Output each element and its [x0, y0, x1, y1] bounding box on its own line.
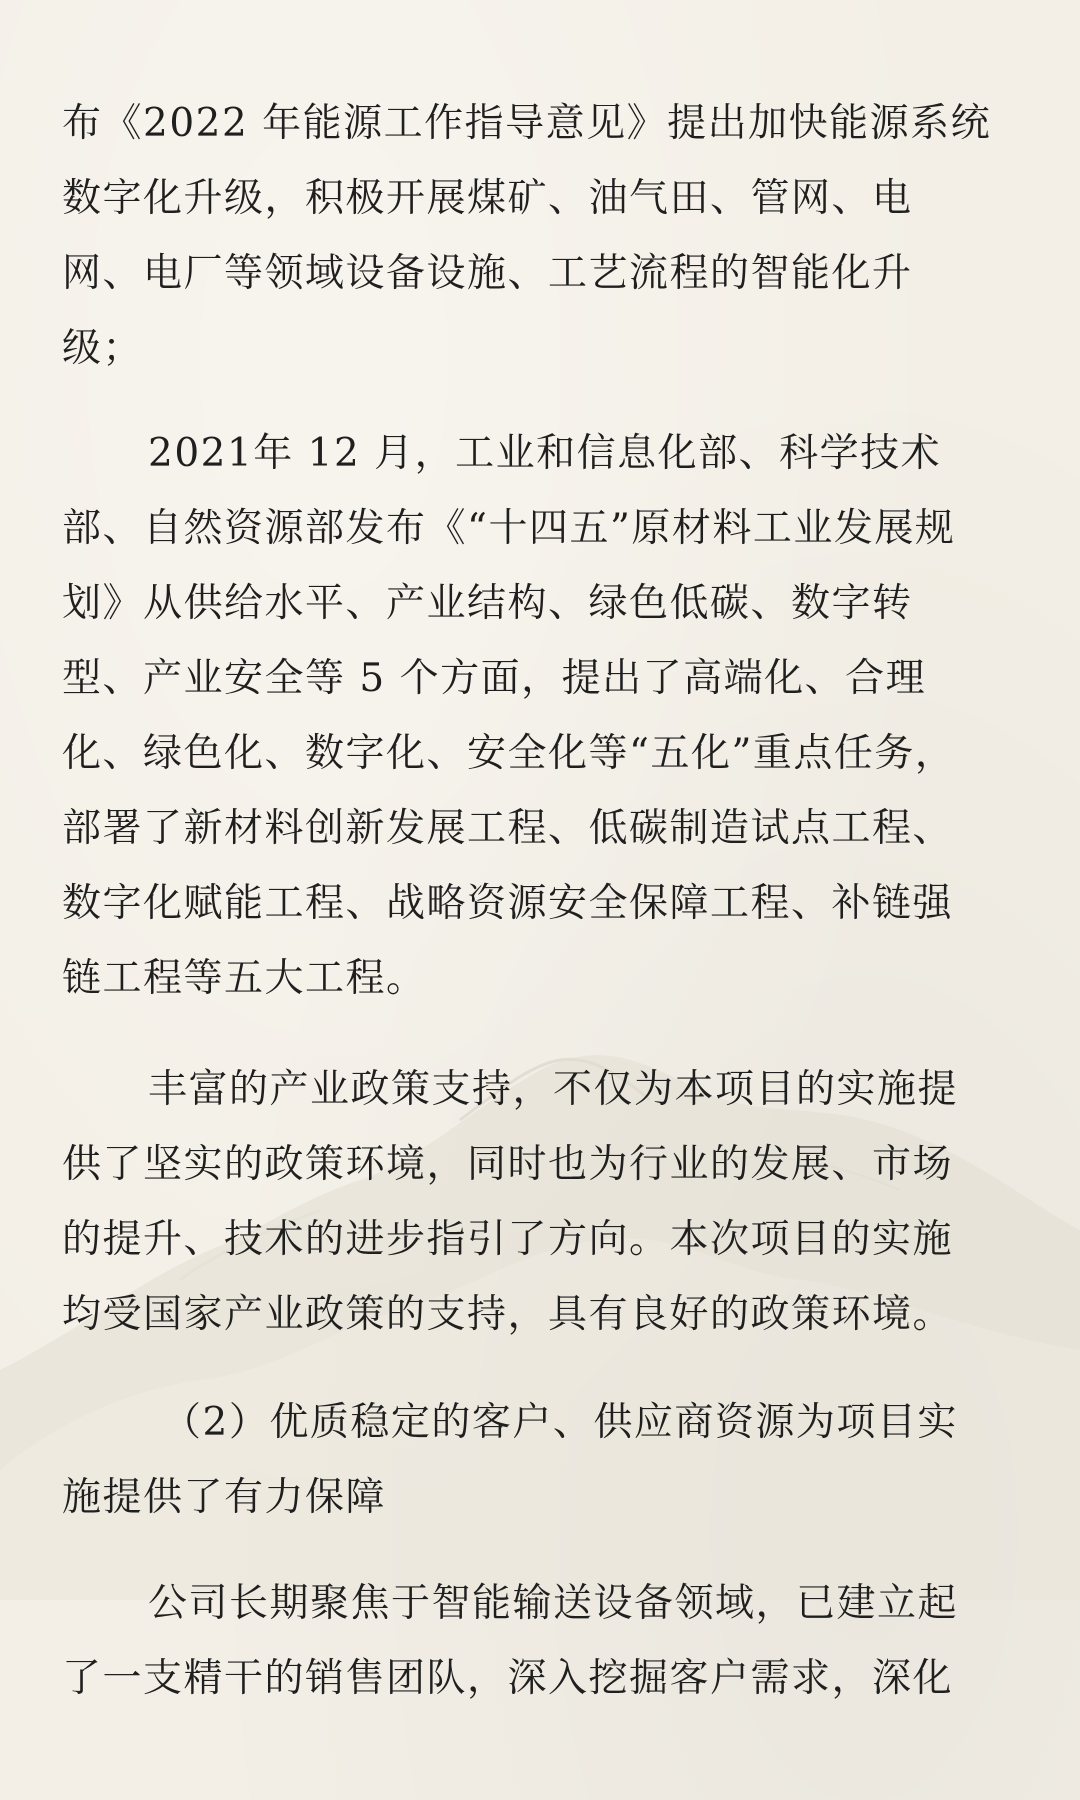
- paragraph-raw-materials-plan: [62, 416, 1022, 1016]
- section-heading-2: [62, 1385, 1022, 1535]
- text-line: 丰富的产业政策支持，不仅为本项目的实施提: [148, 1067, 959, 1112]
- text-line: 部署了新材料创新发展工程、低碳制造试点工程、: [62, 806, 954, 851]
- text-line: （2）优质稳定的客户、供应商资源为项目实: [162, 1400, 958, 1445]
- text-line: 网、电厂等领域设备设施、工艺流程的智能化升: [62, 251, 913, 296]
- text-line: 的提升、技术的进步指引了方向。本次项目的实施: [62, 1217, 954, 1262]
- text-line: 布《2022 年能源工作指导意见》提出加快能源系统: [62, 101, 992, 146]
- text-line: 施提供了有力保障: [62, 1475, 387, 1520]
- paragraph-policy-support: [62, 1052, 1022, 1352]
- text-line: 化、绿色化、数字化、安全化等“五化”重点任务，: [62, 731, 956, 776]
- text-line: 均受国家产业政策的支持，具有良好的政策环境。: [62, 1292, 954, 1337]
- paragraph-energy-guidance: [62, 86, 1022, 386]
- text-line: 公司长期聚焦于智能输送设备领域，已建立起: [148, 1581, 959, 1626]
- text-line: 链工程等五大工程。: [62, 956, 427, 1001]
- text-line: 数字化升级，积极开展煤矿、油气田、管网、电: [62, 176, 913, 221]
- text-line: 划》从供给水平、产业结构、绿色低碳、数字转: [62, 581, 913, 626]
- paragraph-sales-team: [62, 1566, 1022, 1716]
- text-line: 部、自然资源部发布《“十四五”原材料工业发展规: [62, 506, 956, 551]
- text-line: 了一支精干的销售团队，深入挖掘客户需求，深化: [62, 1656, 954, 1701]
- text-line: 2021年 12 月，工业和信息化部、科学技术: [148, 431, 942, 476]
- text-line: 供了坚实的政策环境，同时也为行业的发展、市场: [62, 1142, 954, 1187]
- text-line: 级；: [62, 326, 144, 371]
- text-line: 数字化赋能工程、战略资源安全保障工程、补链强: [62, 881, 954, 926]
- text-line: 型、产业安全等 5 个方面，提出了高端化、合理: [62, 656, 927, 701]
